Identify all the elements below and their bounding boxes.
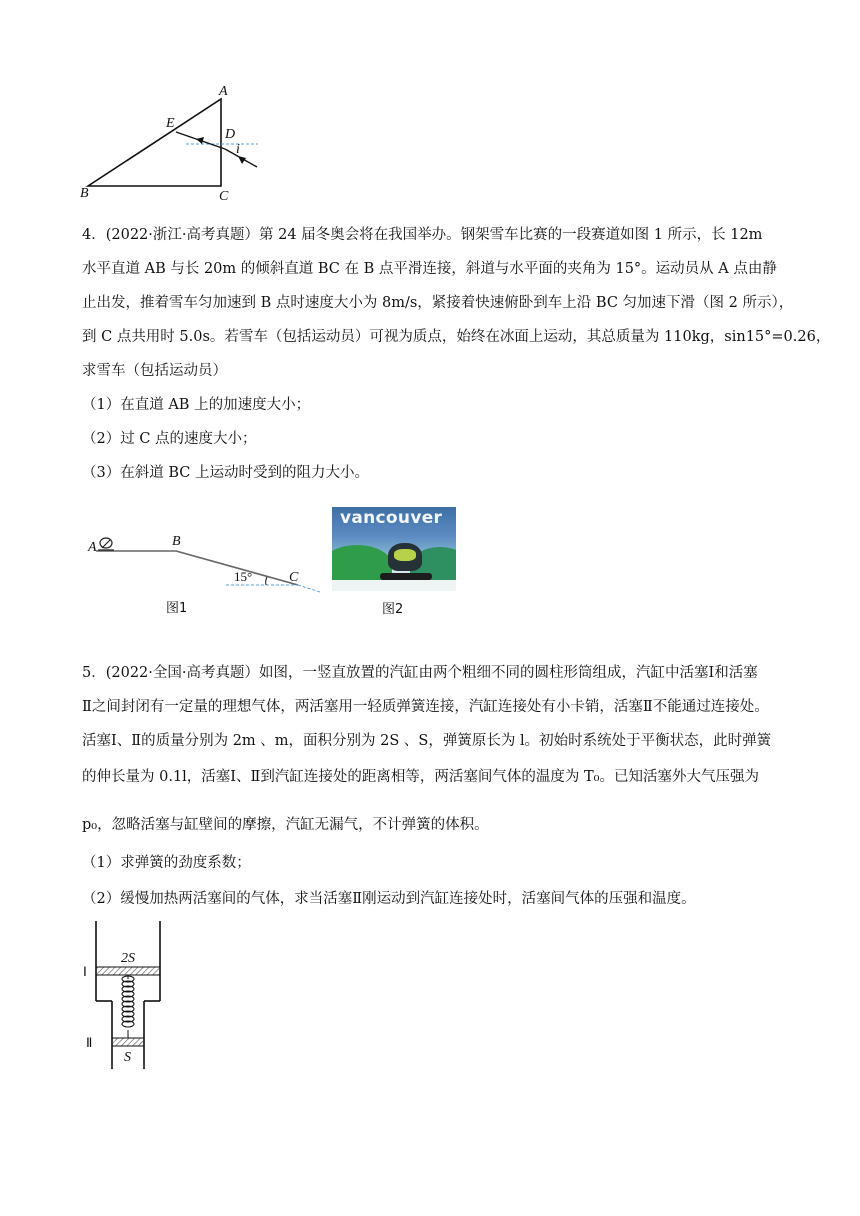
skeleton-photo: [332, 507, 456, 591]
piston-1-label: Ⅰ: [83, 964, 87, 979]
p4-line-1: 4．(2022·浙江·高考真题）第 24 届冬奥会将在我国举办。钢架雪车比赛的一段赛道如图 1 所示，长 12m: [82, 227, 763, 243]
p4-question-3: （3）在斜道 BC 上运动时受到的阻力大小。: [82, 465, 369, 481]
label-C: C: [219, 189, 229, 200]
piston-1: [96, 967, 160, 975]
p5-question-1: （1）求弹簧的劲度系数；: [82, 855, 251, 871]
piston-2: [112, 1038, 144, 1046]
piston-2-label: Ⅱ: [86, 1035, 93, 1050]
angle-arc: [266, 577, 267, 585]
label-A: A: [219, 84, 228, 99]
figure-1-caption: 图1: [166, 601, 188, 616]
label-C: C: [289, 570, 299, 585]
p5-line-5: p₀，忽略活塞与缸壁间的摩擦，汽缸无漏气，不计弹簧的体积。: [82, 817, 489, 833]
p4-question-2: （2）过 C 点的速度大小；: [82, 431, 257, 447]
track-figure: [84, 530, 324, 620]
label-D: D: [225, 127, 236, 142]
track-extension: [298, 585, 320, 592]
label-B: B: [80, 186, 89, 200]
label-E: E: [166, 116, 175, 131]
refracted-arrow: [196, 137, 204, 144]
label-A: A: [88, 540, 97, 555]
spring: [122, 975, 134, 1038]
p4-question-1: （1）在直道 AB 上的加速度大小；: [82, 397, 311, 413]
p5-line-1: 5．(2022·全国·高考真题）如图，一竖直放置的汽缸由两个粗细不同的圆柱形筒组成，汽缸中活塞Ⅰ和活塞: [82, 665, 758, 681]
area-S-label: S: [124, 1050, 131, 1065]
p4-line-5: 求雪车（包括运动员）: [82, 363, 227, 379]
prism-figure: [80, 80, 270, 200]
photo-ice: [332, 580, 456, 591]
figure-2-caption: 图2: [382, 602, 404, 617]
photo-rider: [388, 543, 422, 571]
label-i: i: [236, 142, 240, 157]
p5-line-2: Ⅱ之间封闭有一定量的理想气体，两活塞用一轻质弹簧连接，汽缸连接处有小卡销，活塞Ⅱ不能通过连接处。: [82, 699, 769, 715]
p5-question-2: （2）缓慢加热两活塞间的气体，求当活塞Ⅱ刚运动到汽缸连接处时，活塞间气体的压强和温度。: [82, 891, 696, 907]
photo-brand-text: vancouver: [340, 508, 443, 528]
sled-icon: [98, 538, 114, 550]
p5-line-4: 的伸长量为 0.1l，活塞Ⅰ、Ⅱ到汽缸连接处的距离相等，两活塞间气体的温度为 T₀。已知活塞外大气压强为: [82, 769, 759, 785]
angle-label: 15°: [234, 569, 253, 584]
p4-line-3: 止出发，推着雪车匀加速到 B 点时速度大小为 8m/s，紧接着快速俯卧到车上沿 BC 匀加速下滑（图 2 所示），: [82, 295, 794, 311]
label-B: B: [172, 534, 181, 549]
p5-line-3: 活塞Ⅰ、Ⅱ的质量分别为 2m 、m，面积分别为 2S 、S，弹簧原长为 l。初始时系统处于平衡状态，此时弹簧: [82, 733, 772, 749]
p4-line-2: 水平直道 AB 与长 20m 的倾斜直道 BC 在 B 点平滑连接，斜道与水平面的夹角为 15°。运动员从 A 点由静: [82, 261, 777, 277]
photo-sled: [380, 573, 432, 580]
area-2S-label: 2S: [121, 951, 135, 966]
p4-line-4: 到 C 点共用时 5.0s。若雪车（包括运动员）可视为质点，始终在冰面上运动，其总质量为 110kg，sin15°=0.26，: [82, 329, 831, 345]
cylinder-figure: [80, 917, 180, 1072]
